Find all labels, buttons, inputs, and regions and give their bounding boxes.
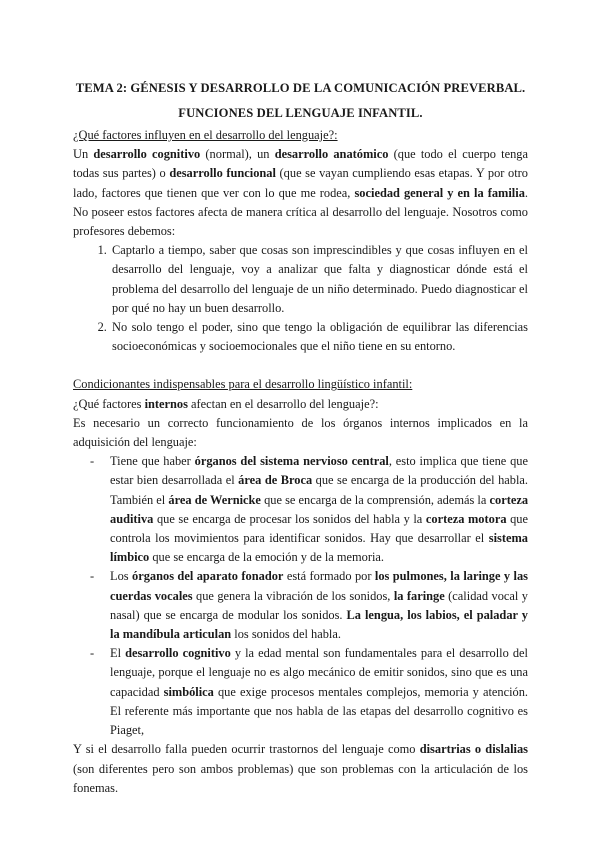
title-line-2: FUNCIONES DEL LENGUAJE INFANTIL. xyxy=(178,106,423,120)
bold-text: sociedad general y en la familia xyxy=(354,185,525,200)
bold-text: corteza auditiva xyxy=(110,492,529,526)
list-item: 2. No solo tengo el poder, sino que tengo la obligación de equilibrar las diferencias socioeconómicas y socioemocionales que el niño tiene en su entorno. xyxy=(110,318,528,356)
bold-text: desarrollo cognitivo xyxy=(93,147,201,162)
bold-text: desarrollo cognitivo xyxy=(125,646,231,661)
list-item: - Tiene que haber órganos del sistema nervioso central, esto implica que tiene que estar bien desarrollada el área de Broca que se encarga de la producción del habla. También el área de Wernicke que se encarga de la comprensión, además la corteza auditiva que se encarga de procesar los sonidos del habla y la corteza motora que controla los movimientos para identificar sonidos. Hay que desarrollar el sistema límbico que se encarga de la emoción y de la memoria. xyxy=(110,452,528,567)
section-heading-2: Condicionantes indispensables para el desarrollo lingüístico infantil: xyxy=(73,377,413,392)
bold-text: área de Broca xyxy=(238,473,313,488)
paragraph-3: Y si el desarrollo falla pueden ocurrir trastornos del lenguaje como disartrias o dislalias (son diferentes pero son ambos problemas) que son problemas con la articulación de los fonemas. xyxy=(73,742,528,795)
question-2: ¿Qué factores internos afectan en el desarrollo del lenguaje?: xyxy=(73,396,379,411)
list-item: - El desarrollo cognitivo y la edad mental son fundamentales para el desarrollo del lenguaje, porque el lenguaje no es algo mecánico de emitir sonidos, sino que es una capacidad simbólica que exige procesos mentales complejos, memoria y atención. El referente más importante que nos habla de las etapas del desarrollo cognitivo es Piaget, xyxy=(110,644,528,740)
bold-text: desarrollo funcional xyxy=(169,166,276,181)
question-1: ¿Qué factores influyen en el desarrollo del lenguaje?: xyxy=(73,128,338,142)
spacer xyxy=(73,356,528,375)
bold-text: simbólica xyxy=(163,684,214,699)
bold-text: órganos del sistema nervioso central xyxy=(194,454,389,469)
bold-text: disartrias o dislalias xyxy=(419,742,528,757)
bold-text: órganos del aparato fonador xyxy=(132,569,284,584)
paragraph-2: Es necesario un correcto funcionamiento de los órganos internos implicados en la adquisición del lenguaje: xyxy=(73,415,528,450)
list-item: - Los órganos del aparato fonador está formado por los pulmones, la laringe y las cuerdas vocales que genera la vibración de los sonidos, la faringe (calidad vocal y nasal) que se encarga de modular los sonidos. La lengua, los labios, el paladar y la mandíbula articulan los sonidos del habla. xyxy=(110,567,528,644)
ordered-list xyxy=(73,241,528,356)
list-item: 1. Captarlo a tiempo, saber que cosas son imprescindibles y que cosas influyen en el desarrollo del lenguaje, voy a analizar que falta y diagnosticar dónde está el problema del desarrollo del lenguaje de un niño determinado. Puedo diagnosticar el por qué no hay un buen desarrollo. xyxy=(110,241,528,318)
paragraph-1: Un desarrollo cognitivo (normal), un desarrollo anatómico (que todo el cuerpo tenga todas sus partes) o desarrollo funcional (que se vayan cumpliendo esas etapas. Y por otro lado, factores que tienen que ver con lo que me rodea, sociedad general y en la familia. No poseer estos factores afecta de manera crítica al desarrollo del lenguaje. Nosotros como profesores debemos: xyxy=(73,147,528,239)
dash-list xyxy=(73,452,528,740)
bold-text: los pulmones, la laringe y las cuerdas vocales xyxy=(110,569,528,603)
bold-text: sistema límbico xyxy=(110,531,528,565)
bold-text: internos xyxy=(144,396,188,411)
bold-text: área de Wernicke xyxy=(168,492,261,507)
bold-text: la faringe xyxy=(393,588,445,603)
bold-text: La lengua, los labios, el paladar y la mandíbula articulan xyxy=(110,607,528,642)
bold-text: corteza motora xyxy=(425,511,507,526)
title-line-1: TEMA 2: GÉNESIS Y DESARROLLO DE LA COMUNICACIÓN PREVERBAL. xyxy=(75,81,526,95)
bold-text: desarrollo anatómico xyxy=(274,147,389,162)
